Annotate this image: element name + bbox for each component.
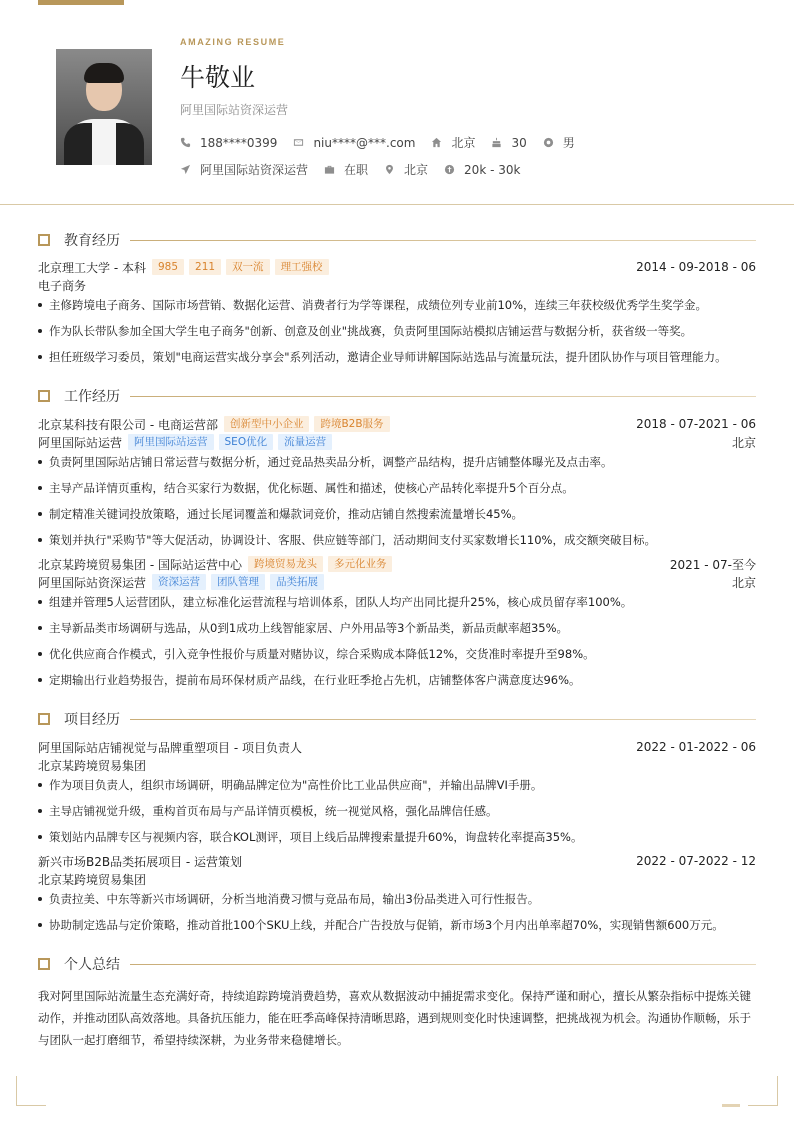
section-marker xyxy=(38,390,50,402)
email-text: niu****@***.com xyxy=(313,135,416,150)
gender-icon xyxy=(543,137,554,148)
residence-text: 北京 xyxy=(451,136,476,150)
work-period: 2021 - 07-至今 xyxy=(669,557,756,572)
contact-info-row xyxy=(180,134,591,151)
project-org-row xyxy=(38,757,756,773)
work-role-row xyxy=(38,434,756,450)
school-tag: 双一流 xyxy=(226,259,270,275)
job-status-item xyxy=(324,161,368,178)
company-tag: 多元化业务 xyxy=(328,556,393,572)
job-intent-row xyxy=(180,161,536,178)
section-line xyxy=(130,396,756,397)
section-marker xyxy=(38,713,50,725)
target-position-text: 阿里国际站资深运营 xyxy=(200,163,309,177)
job-status-text: 在职 xyxy=(344,163,369,177)
school-tag: 211 xyxy=(189,259,221,275)
project-name: 新兴市场B2B品类拓展项目 - 运营策划 xyxy=(38,854,243,869)
email-item xyxy=(293,136,415,150)
residence-item xyxy=(431,134,475,151)
project-org-row xyxy=(38,871,756,887)
section-line xyxy=(130,240,756,241)
education-major-row xyxy=(38,277,756,293)
role-tag: 团队管理 xyxy=(211,574,265,590)
role-tag: SEO优化 xyxy=(219,434,274,450)
school-tag: 理工强校 xyxy=(275,259,329,275)
role-tag: 阿里国际站运营 xyxy=(128,434,214,450)
mail-icon xyxy=(293,137,304,148)
section-title-work: 工作经历 xyxy=(64,389,120,405)
cake-icon xyxy=(491,137,502,148)
section-line xyxy=(130,964,756,965)
top-accent-bar xyxy=(38,0,124,5)
section-line xyxy=(130,719,756,720)
salary-text: 20k - 30k xyxy=(464,162,521,177)
header-divider xyxy=(0,204,794,205)
section-title-project: 项目经历 xyxy=(64,712,120,728)
education-period: 2014 - 09-2018 - 06 xyxy=(636,260,756,274)
major-name: 电子商务 xyxy=(38,278,87,293)
school-name: 北京理工大学 - 本科 xyxy=(38,260,146,275)
project-org: 北京某跨境贸易集团 xyxy=(38,872,147,887)
project-header xyxy=(38,739,756,755)
role-name: 阿里国际站运营 xyxy=(38,435,123,450)
role-tag: 资深运营 xyxy=(152,574,206,590)
gender-text: 男 xyxy=(562,136,575,150)
company-tag: 跨境贸易龙头 xyxy=(248,556,323,572)
section-summary xyxy=(38,954,756,974)
bottom-dash-decoration xyxy=(722,1104,740,1107)
work-city: 北京 xyxy=(731,435,756,450)
section-title-education: 教育经历 xyxy=(64,233,120,249)
project-org: 北京某跨境贸易集团 xyxy=(38,758,147,773)
section-project xyxy=(38,709,756,729)
work-header xyxy=(38,416,756,432)
education-header xyxy=(38,259,756,275)
corner-decoration-left xyxy=(16,1076,46,1106)
money-icon xyxy=(444,164,455,175)
age-text: 30 xyxy=(511,135,527,150)
gender-item xyxy=(543,134,575,151)
section-work xyxy=(38,386,756,406)
role-tag: 流量运营 xyxy=(278,434,332,450)
project-header xyxy=(38,853,756,869)
age-item xyxy=(491,136,526,150)
role-name: 阿里国际站资深运营 xyxy=(38,575,147,590)
work-header xyxy=(38,556,756,572)
avatar-photo xyxy=(56,49,152,165)
project-period: 2022 - 07-2022 - 12 xyxy=(636,854,756,868)
summary-text: 我对阿里国际站流量生态充满好奇，持续追踪跨境消费趋势，喜欢从数据波动中捕捉需求变化。保持严谨和耐心，擅长从繁杂指标中提炼关键动作，并推动团队高效落地。具备抗压能力，能在旺季高峰保持清晰思路，遇到规则变化时快速调整，把挑战视为机会。沟通协作顺畅，乐于与团队一起打磨细节，希望持续深耕，为业务带来稳健增长。 xyxy=(38,989,751,1047)
location-icon xyxy=(384,164,395,175)
target-city-text: 北京 xyxy=(404,163,429,177)
home-icon xyxy=(431,137,442,148)
briefcase-icon xyxy=(324,164,335,175)
school-tag: 985 xyxy=(152,259,184,275)
work-role-row xyxy=(38,574,756,590)
section-education xyxy=(38,230,756,250)
project-period: 2022 - 01-2022 - 06 xyxy=(636,740,756,754)
phone-item xyxy=(180,136,277,150)
phone-icon xyxy=(180,137,191,148)
target-city-item xyxy=(384,161,428,178)
section-marker xyxy=(38,234,50,246)
section-marker xyxy=(38,958,50,970)
resume-tagline: AMAZING RESUME xyxy=(180,37,286,47)
company-tag: 跨境B2B服务 xyxy=(314,416,389,432)
project-name: 阿里国际站店铺视觉与品牌重塑项目 - 项目负责人 xyxy=(38,740,302,755)
phone-text: 188****0399 xyxy=(200,135,278,150)
corner-decoration-right xyxy=(748,1076,778,1106)
company-name: 北京某跨境贸易集团 - 国际站运营中心 xyxy=(38,557,242,572)
send-icon xyxy=(180,164,191,175)
work-city: 北京 xyxy=(731,575,756,590)
role-tag: 品类拓展 xyxy=(270,574,324,590)
salary-item xyxy=(444,163,520,177)
target-position-item xyxy=(180,161,308,178)
job-title: 阿里国际站资深运营 xyxy=(180,103,289,117)
company-name: 北京某科技有限公司 - 电商运营部 xyxy=(38,417,218,432)
company-tag: 创新型中小企业 xyxy=(224,416,310,432)
section-title-summary: 个人总结 xyxy=(64,957,120,973)
candidate-name: 牛敬业 xyxy=(180,63,256,92)
work-period: 2018 - 07-2021 - 06 xyxy=(636,417,756,431)
